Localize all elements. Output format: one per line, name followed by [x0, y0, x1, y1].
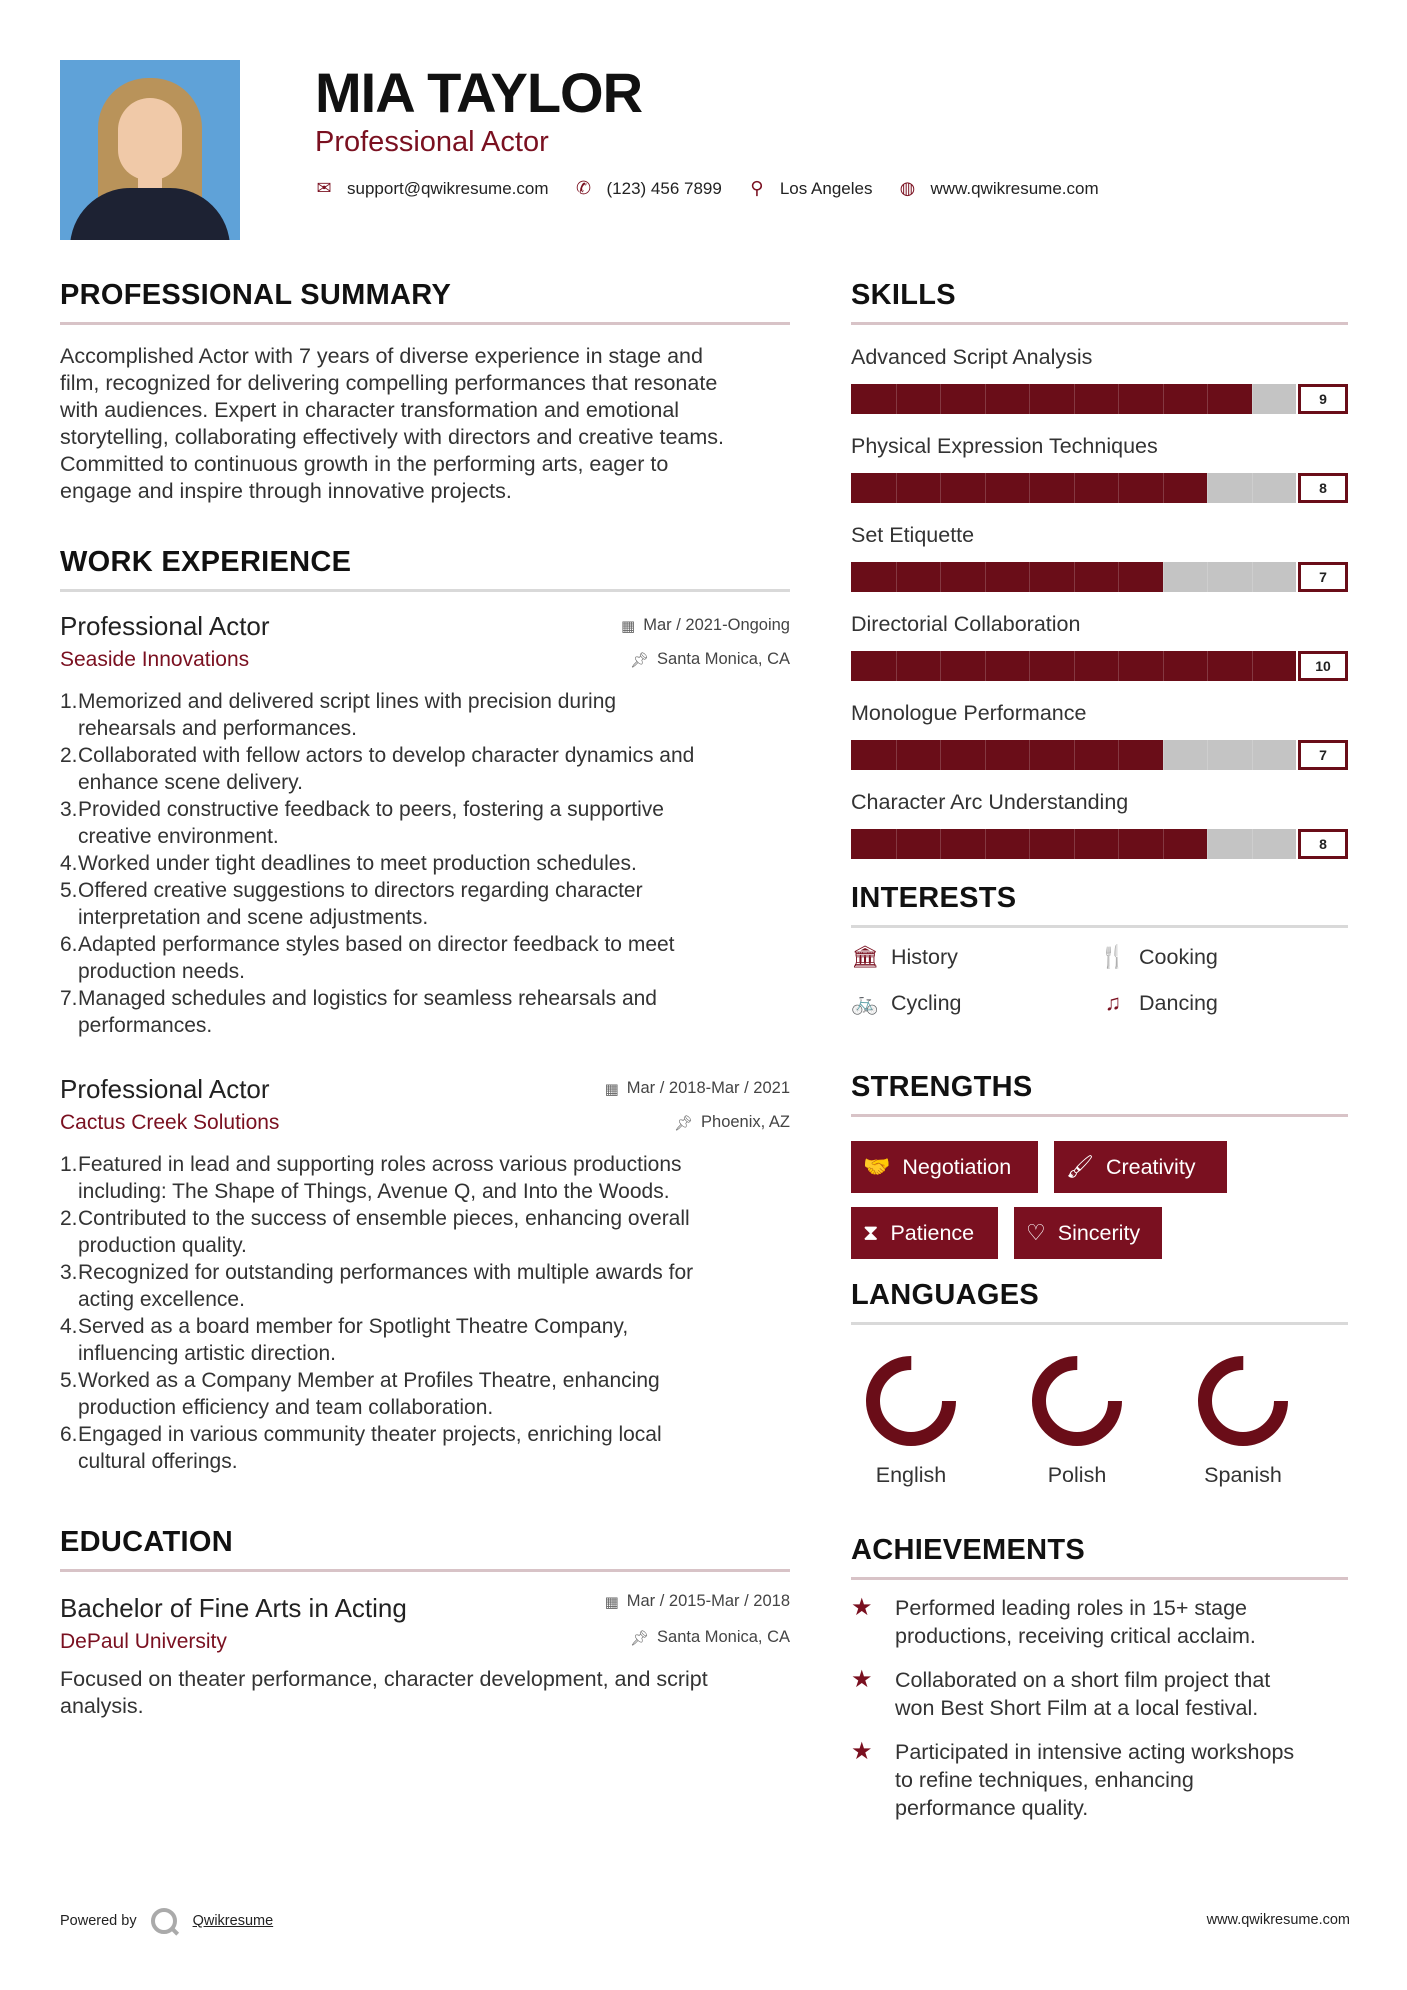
education-date: ▦ Mar / 2015-Mar / 2018: [604, 1592, 790, 1611]
calendar-icon: ▦: [604, 1593, 619, 1611]
skill-segment-divider: [1252, 384, 1253, 414]
skill-name: Set Etiquette: [851, 523, 975, 547]
strength-label: Creativity: [1105, 1154, 1196, 1179]
list-number: 1.: [60, 690, 78, 713]
skill-segment-divider: [985, 740, 986, 770]
job-location: 📌︎ Phoenix, AZ: [673, 1113, 790, 1132]
strength-tag: [851, 1207, 998, 1259]
list-number: 6.: [60, 1423, 78, 1446]
pin-icon: 📌︎: [673, 1114, 694, 1132]
achievements-heading: ACHIEVEMENTS: [851, 1534, 1086, 1566]
skill-bar: [851, 740, 1348, 770]
skill-score: 7: [1298, 740, 1348, 770]
list-number: 4.: [60, 1315, 78, 1338]
skill-segment-divider: [896, 473, 897, 503]
job-date: ▦ Mar / 2018-Mar / 2021: [604, 1079, 790, 1098]
skill-track: [851, 829, 1296, 859]
skill-segment-divider: [1029, 740, 1030, 770]
skill-segment-divider: [1118, 562, 1119, 592]
skill-score: 8: [1298, 473, 1348, 503]
list-text: Managed schedules and logistics for seamless rehearsals and performances.: [78, 987, 657, 1037]
strength-tag: [1054, 1141, 1227, 1193]
list-number: 3.: [60, 798, 78, 821]
strength-label: Sincerity: [1057, 1220, 1141, 1245]
skill-segment-divider: [1118, 384, 1119, 414]
education-description: Focused on theater performance, character development, and script analysis.: [60, 1667, 708, 1718]
summary-heading: PROFESSIONAL SUMMARY: [60, 279, 452, 311]
achievement-item: [851, 1594, 1348, 1650]
section-divider: [60, 1569, 790, 1572]
skill-segment-divider: [940, 562, 941, 592]
skill-segment-divider: [1163, 384, 1164, 414]
paint-brush-icon: 🖌: [1066, 1154, 1094, 1179]
list-text: Provided constructive feedback to peers, fostering a supportive creative environment.: [78, 798, 664, 848]
language-level-arc: [873, 1363, 949, 1439]
skill-name: Character Arc Understanding: [851, 790, 1129, 814]
skills-list: [851, 343, 1348, 859]
list-text: Served as a board member for Spotlight Theatre Company, influencing artistic direction.: [78, 1315, 629, 1365]
skill-segment-divider: [1029, 384, 1030, 414]
skill-score: 7: [1298, 562, 1348, 592]
achievement-text: Participated in intensive acting workshops to refine techniques, enhancing performance quality.: [895, 1740, 1295, 1820]
page-footer: [60, 1900, 1350, 1936]
job-date: ▦ Mar / 2021-Ongoing: [621, 616, 790, 635]
skill-segment-divider: [940, 473, 941, 503]
list-item: [60, 1421, 790, 1475]
skill-segment-divider: [1163, 829, 1164, 859]
skill-segment-divider: [1252, 829, 1253, 859]
language-item: [1183, 1351, 1303, 1488]
list-text: Adapted performance styles based on director feedback to meet production needs.: [78, 933, 675, 983]
skill-segment-divider: [985, 562, 986, 592]
skill-fill: [851, 384, 1252, 414]
skill-segment-divider: [896, 829, 897, 859]
list-number: 4.: [60, 852, 78, 875]
list-number: 3.: [60, 1261, 78, 1284]
skill-name: Physical Expression Techniques: [851, 434, 1158, 458]
section-divider: [60, 589, 790, 592]
section-divider: [851, 1322, 1348, 1325]
job-entry: [60, 1073, 790, 1475]
bicycle-icon: 🚲: [851, 990, 879, 1015]
skill-segment-divider: [896, 384, 897, 414]
contact-phone[interactable]: (123) 456 7899: [606, 178, 722, 198]
left-column: [60, 278, 790, 1720]
star-icon: ★: [851, 1666, 873, 1693]
skill-bar: [851, 651, 1348, 681]
language-name: Spanish: [1204, 1463, 1282, 1487]
language-level-arc: [1205, 1363, 1281, 1439]
map-pin-icon: ⚲: [750, 178, 764, 198]
globe-icon: ◍: [899, 178, 916, 198]
job-title: Professional Actor: [60, 611, 270, 641]
languages-heading: LANGUAGES: [851, 1279, 1039, 1311]
interests-list: [851, 944, 1348, 1040]
company-name: Cactus Creek Solutions: [60, 1111, 280, 1134]
language-level-ring: [861, 1351, 961, 1451]
interest-item: [851, 944, 958, 970]
utensils-icon: 🍴: [1099, 944, 1127, 969]
hourglass-icon: ⧗: [863, 1220, 879, 1245]
skills-heading: SKILLS: [851, 279, 956, 311]
skill-score: 9: [1298, 384, 1348, 414]
list-item: [60, 742, 790, 796]
skill-segment-divider: [985, 651, 986, 681]
job-title: Professional Actor: [60, 1074, 270, 1104]
list-text: Engaged in various community theater projects, enriching local cultural offerings.: [78, 1423, 662, 1473]
skill-name: Directorial Collaboration: [851, 612, 1081, 636]
list-number: 1.: [60, 1153, 78, 1176]
achievement-item: [851, 1666, 1348, 1722]
skill-segment-divider: [1118, 829, 1119, 859]
achievement-item: [851, 1738, 1348, 1822]
skill-fill: [851, 740, 1163, 770]
skill-score: 10: [1298, 651, 1348, 681]
skill-segment-divider: [1252, 473, 1253, 503]
skill-segment-divider: [896, 740, 897, 770]
language-level-ring: [1193, 1351, 1293, 1451]
handshake-icon: 🤝: [863, 1154, 891, 1179]
list-item: [60, 1367, 790, 1421]
skill-segment-divider: [1118, 473, 1119, 503]
list-item: [60, 688, 790, 742]
skill-segment-divider: [985, 829, 986, 859]
skill-segment-divider: [896, 562, 897, 592]
skill-segment-divider: [985, 473, 986, 503]
right-column: [851, 278, 1348, 1822]
profile-photo: [60, 60, 240, 240]
skill-segment-divider: [1163, 651, 1164, 681]
language-item: [851, 1351, 971, 1488]
education-heading: EDUCATION: [60, 1526, 233, 1558]
pin-icon: 📌︎: [629, 1629, 650, 1647]
heart-icon: ♡: [1026, 1220, 1046, 1245]
skill-fill: [851, 562, 1163, 592]
list-number: 5.: [60, 1369, 78, 1392]
job-location: 📌︎ Santa Monica, CA: [629, 650, 790, 669]
resume-header: [60, 60, 1350, 240]
list-number: 7.: [60, 987, 78, 1010]
list-text: Featured in lead and supporting roles across various productions including: The Shape of Things, Avenue Q, and Into the Woods.: [78, 1153, 682, 1203]
contact-email[interactable]: support@qwikresume.com: [347, 178, 549, 198]
education-location: 📌︎ Santa Monica, CA: [629, 1628, 790, 1647]
skill-segment-divider: [1074, 384, 1075, 414]
list-number: 5.: [60, 879, 78, 902]
interest-label: Cooking: [1139, 944, 1218, 969]
education-entry: [60, 1592, 790, 1720]
skill-segment-divider: [1118, 651, 1119, 681]
skill-segment-divider: [896, 651, 897, 681]
list-text: Contributed to the success of ensemble pieces, enhancing overall production quality.: [78, 1207, 690, 1257]
skill-name: Advanced Script Analysis: [851, 345, 1093, 369]
interests-heading: INTERESTS: [851, 882, 1017, 914]
interest-item: [1099, 990, 1218, 1016]
skill-segment-divider: [1163, 562, 1164, 592]
degree-title: Bachelor of Fine Arts in Acting: [60, 1593, 407, 1623]
music-note-icon: ♫: [1104, 990, 1122, 1015]
powered-by: Powered by Qwikresume: [60, 1908, 273, 1934]
skill-segment-divider: [1252, 740, 1253, 770]
section-divider: [851, 925, 1348, 928]
skill-segment-divider: [1207, 829, 1208, 859]
list-item: [60, 1313, 790, 1367]
skill-bar: [851, 473, 1348, 503]
skill-track: [851, 562, 1296, 592]
list-item: [60, 1259, 790, 1313]
skill-bar: [851, 562, 1348, 592]
skill-segment-divider: [1252, 651, 1253, 681]
skill-bar: [851, 384, 1348, 414]
skill-segment-divider: [1074, 829, 1075, 859]
skill-segment-divider: [1207, 651, 1208, 681]
footer-website[interactable]: www.qwikresume.com: [1206, 1912, 1350, 1928]
strength-label: Negotiation: [902, 1154, 1012, 1179]
list-text: Worked as a Company Member at Profiles Theatre, enhancing production efficiency and team collaboration.: [78, 1369, 660, 1419]
language-level-ring: [1027, 1351, 1127, 1451]
strengths-list: [851, 1141, 1348, 1266]
calendar-icon: ▦: [604, 1080, 619, 1098]
skill-segment-divider: [1029, 473, 1030, 503]
job-entry: [60, 610, 790, 1039]
list-item: [60, 931, 790, 985]
list-number: 2.: [60, 744, 78, 767]
interest-item: [851, 990, 962, 1016]
interest-label: History: [891, 944, 958, 969]
section-divider: [851, 1577, 1348, 1580]
list-item: [60, 877, 790, 931]
skill-segment-divider: [1207, 473, 1208, 503]
star-icon: ★: [851, 1738, 873, 1765]
achievement-text: Collaborated on a short film project that won Best Short Film at a local festival.: [895, 1668, 1271, 1720]
skill-track: [851, 473, 1296, 503]
achievements-list: [851, 1594, 1348, 1822]
list-text: Collaborated with fellow actors to develop character dynamics and enhance scene delivery.: [78, 744, 695, 794]
section-divider: [851, 322, 1348, 325]
skill-segment-divider: [1118, 740, 1119, 770]
summary-text: Accomplished Actor with 7 years of diverse experience in stage and film, recognized for delivering compelling performances that resonate with audiences. Expert in character transformation and emotional storytelling, collaborating effectively with directors and creative teams. Committed to continuous growth in the performing arts, eager to engage and inspire through innovative projects.: [60, 344, 725, 503]
list-item: [60, 850, 790, 877]
interest-label: Dancing: [1139, 990, 1218, 1015]
company-name: Seaside Innovations: [60, 648, 250, 671]
language-name: Polish: [1047, 1463, 1107, 1487]
skill-track: [851, 651, 1296, 681]
skill-segment-divider: [1163, 473, 1164, 503]
list-item: [60, 1151, 790, 1205]
interest-label: Cycling: [891, 990, 962, 1015]
list-item: [60, 1205, 790, 1259]
skill-bar: [851, 829, 1348, 859]
skill-segment-divider: [1207, 740, 1208, 770]
skill-segment-divider: [985, 384, 986, 414]
strengths-heading: STRENGTHS: [851, 1071, 1033, 1103]
skill-segment-divider: [1074, 473, 1075, 503]
skill-segment-divider: [1029, 829, 1030, 859]
skill-segment-divider: [1163, 740, 1164, 770]
skill-segment-divider: [940, 829, 941, 859]
envelope-icon: ✉: [316, 178, 332, 198]
list-item: [60, 985, 790, 1039]
contact-location: Los Angeles: [779, 178, 873, 198]
skill-track: [851, 384, 1296, 414]
skill-segment-divider: [940, 384, 941, 414]
list-text: Worked under tight deadlines to meet production schedules.: [78, 852, 637, 875]
skill-segment-divider: [1207, 384, 1208, 414]
skill-name: Monologue Performance: [851, 701, 1087, 725]
language-item: [1017, 1351, 1137, 1488]
skill-segment-divider: [1029, 651, 1030, 681]
list-text: Recognized for outstanding performances with multiple awards for acting excellence.: [78, 1261, 694, 1311]
work-heading: WORK EXPERIENCE: [60, 546, 352, 578]
interest-item: [1099, 944, 1218, 970]
skill-segment-divider: [1074, 562, 1075, 592]
achievement-text: Performed leading roles in 15+ stage productions, receiving critical acclaim.: [895, 1596, 1256, 1648]
landmark-icon: 🏛: [851, 944, 879, 969]
skill-segment-divider: [940, 740, 941, 770]
star-icon: ★: [851, 1594, 873, 1621]
list-item: [60, 796, 790, 850]
list-text: Memorized and delivered script lines with precision during rehearsals and performances.: [78, 690, 617, 740]
skill-segment-divider: [1074, 740, 1075, 770]
section-divider: [851, 1114, 1348, 1117]
list-text: Offered creative suggestions to directors regarding character interpretation and scene adjustments.: [78, 879, 643, 929]
skill-segment-divider: [1074, 651, 1075, 681]
candidate-title: Professional Actor: [315, 126, 549, 158]
strength-label: Patience: [890, 1220, 975, 1245]
skill-segment-divider: [1252, 562, 1253, 592]
skill-score: 8: [1298, 829, 1348, 859]
section-divider: [60, 322, 790, 325]
job-duties: [60, 1151, 790, 1475]
contact-website[interactable]: www.qwikresume.com: [930, 178, 1099, 198]
language-level-arc: [1039, 1363, 1115, 1439]
candidate-name: MIA TAYLOR: [315, 61, 643, 124]
skill-track: [851, 740, 1296, 770]
skill-segment-divider: [1207, 562, 1208, 592]
skill-segment-divider: [1029, 562, 1030, 592]
list-number: 6.: [60, 933, 78, 956]
pin-icon: 📌︎: [629, 651, 650, 669]
list-number: 2.: [60, 1207, 78, 1230]
contact-bar: [315, 178, 1125, 199]
languages-list: [851, 1351, 1348, 1491]
phone-icon: ✆: [575, 178, 592, 198]
strength-tag: [851, 1141, 1038, 1193]
work-experience-list: [60, 610, 790, 1475]
school-name: DePaul University: [60, 1630, 227, 1653]
calendar-icon: ▦: [621, 617, 636, 635]
job-duties: [60, 688, 790, 1039]
qwikresume-logo-icon: [151, 1908, 177, 1934]
brand-link[interactable]: Qwikresume: [192, 1913, 274, 1929]
language-name: English: [875, 1463, 947, 1487]
strength-tag: [1014, 1207, 1162, 1259]
skill-segment-divider: [940, 651, 941, 681]
